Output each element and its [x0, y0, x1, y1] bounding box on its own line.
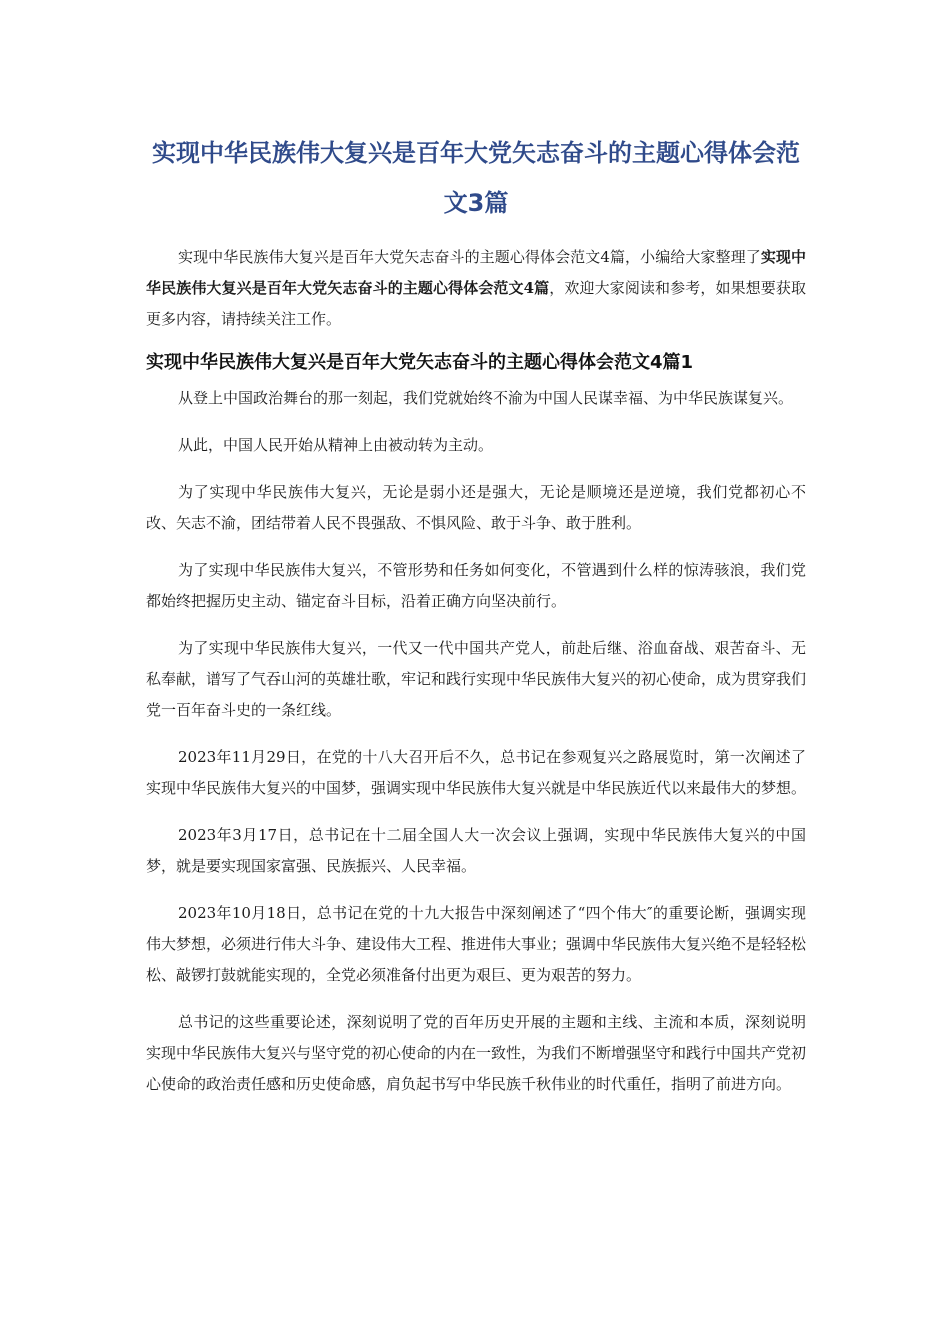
title-line-1: 实现中华民族伟大复兴是百年大党矢志奋斗的主题心得体会范 — [152, 139, 800, 167]
body-paragraph: 为了实现中华民族伟大复兴，无论是弱小还是强大，无论是顺境还是逆境，我们党都初心不改、矢志不渝，团结带着人民不畏强敌、不惧风险、敢于斗争、敢于胜利。 — [146, 483, 806, 532]
intro-text-before: 实现中华民族伟大复兴是百年大党矢志奋斗的主题心得体会范文4篇，小编给大家整理了 — [178, 248, 761, 266]
intro-bold-title: 实现中华民族伟大复兴是百年大党矢志奋斗的主题心得体会范文4篇 — [146, 248, 806, 297]
body-paragraph: 2023年3月17日，总书记在十二届全国人大一次会议上强调，实现中华民族伟大复兴的中国梦，就是要实现国家富强、民族振兴、人民幸福。 — [146, 826, 806, 875]
document-page — [146, 128, 806, 1116]
body-paragraph: 为了实现中华民族伟大复兴，一代又一代中国共产党人，前赴后继、浴血奋战、艰苦奋斗、无私奉献，谱写了气吞山河的英雄壮歌，牢记和践行实现中华民族伟大复兴的初心使命，成为贯穿我们党一百年奋斗史的一条红线。 — [146, 639, 807, 719]
body-paragraph: 从此，中国人民开始从精神上由被动转为主动。 — [178, 436, 494, 454]
body-paragraph: 总书记的这些重要论述，深刻说明了党的百年历史开展的主题和主线、主流和本质，深刻说明实现中华民族伟大复兴与坚守党的初心使命的内在一致性，为我们不断增强坚守和践行中国共产党初心使命的政治责任感和历史使命感，肩负起书写中华民族千秋伟业的时代重任，指明了前进方向。 — [146, 1013, 807, 1093]
body-paragraph: 2023年11月29日，在党的十八大召开后不久，总书记在参观复兴之路展览时，第一次阐述了实现中华民族伟大复兴的中国梦，强调实现中华民族伟大复兴就是中华民族近代以来最伟大的梦想。 — [146, 748, 807, 797]
intro-paragraph — [146, 242, 806, 335]
body-paragraph: 从登上中国政治舞台的那一刻起，我们党就始终不渝为中国人民谋幸福、为中华民族谋复兴。 — [178, 389, 794, 407]
body-paragraph: 为了实现中华民族伟大复兴，不管形势和任务如何变化，不管遇到什么样的惊涛骇浪，我们党都始终把握历史主动、锚定奋斗目标，沿着正确方向坚决前行。 — [146, 561, 806, 610]
title-line-2: 文3篇 — [443, 189, 509, 217]
section-heading-1: 实现中华民族伟大复兴是百年大党矢志奋斗的主题心得体会范文4篇1 — [146, 352, 694, 373]
body-paragraph: 2023年10月18日，总书记在党的十九大报告中深刻阐述了“四个伟大″的重要论断，强调实现伟大梦想，必须进行伟大斗争、建设伟大工程、推进伟大事业；强调中华民族伟大复兴绝不是轻轻松松、敲锣打鼓就能实现的，全党必须准备付出更为艰巨、更为艰苦的努力。 — [146, 904, 807, 984]
document-title — [146, 128, 806, 228]
intro-text-after: ，欢迎大家阅读和参考，如果想要获取更多内容，请持续关注工作。 — [146, 279, 806, 328]
